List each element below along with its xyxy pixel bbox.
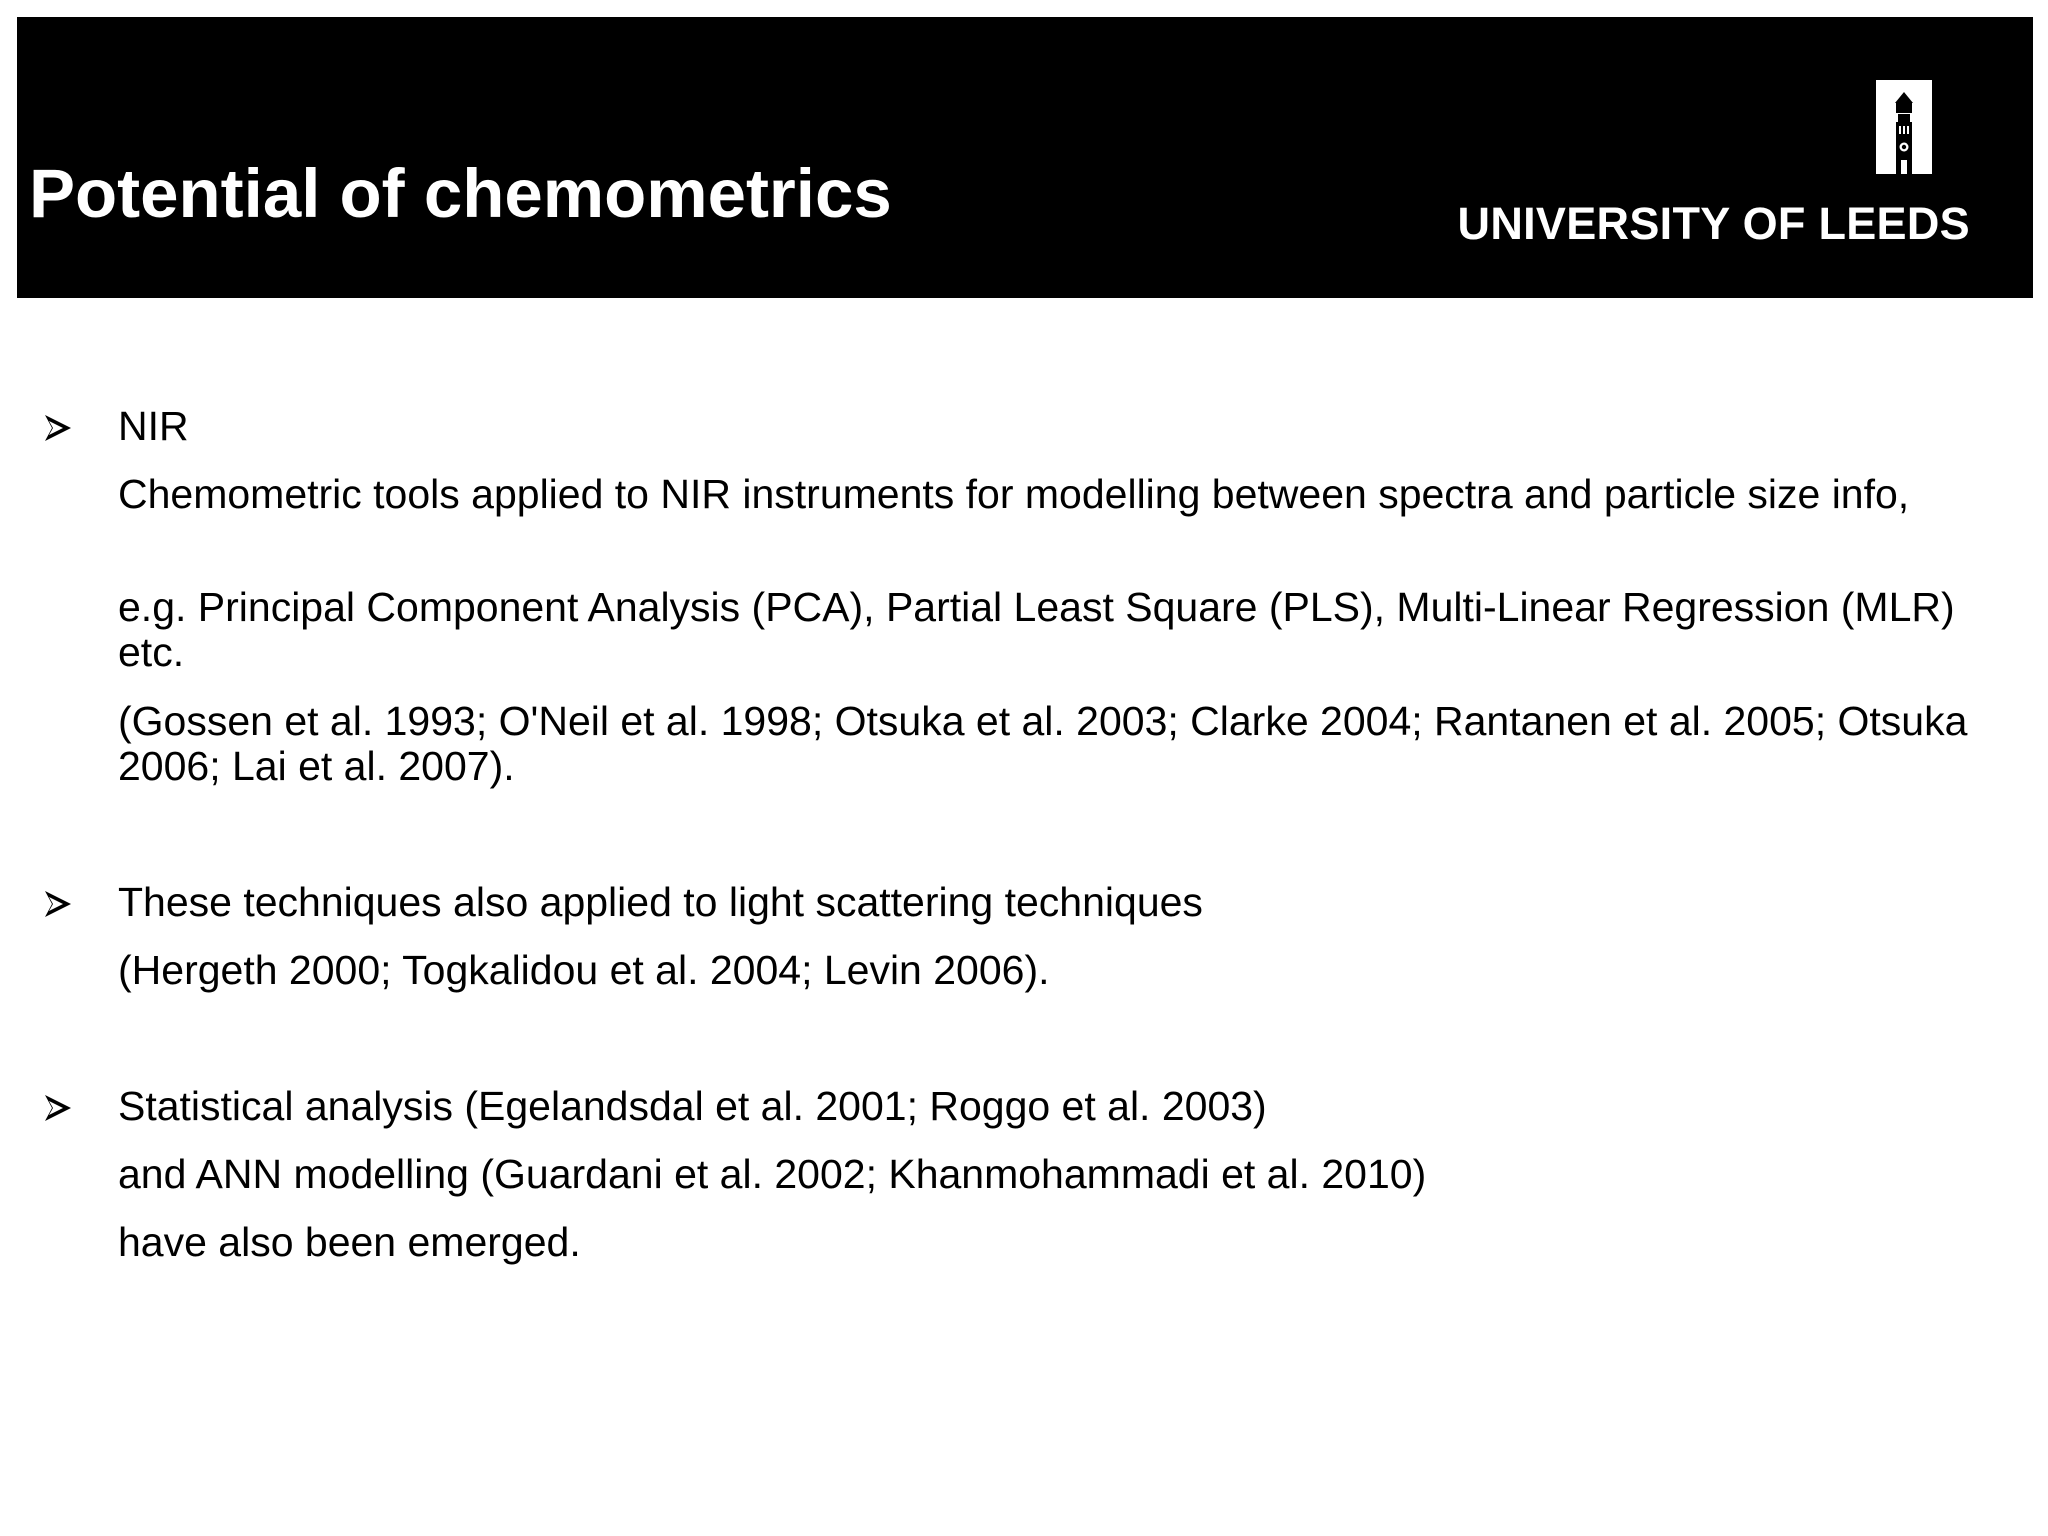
section-line: Chemometric tools applied to NIR instruments for modelling between spectra and particle size info,	[118, 471, 1910, 517]
bullet-heading-statistical-analysis: Statistical analysis (Egelandsdal et al. 2001; Roggo et al. 2003)	[118, 1083, 1267, 1129]
arrowhead-bullet-icon	[41, 412, 77, 448]
bullet-heading-nir: NIR	[118, 403, 189, 449]
section-line: (Gossen et al. 1993; O'Neil et al. 1998; Otsuka et al. 2003; Clarke 2004; Rantanen et al. 2005; Otsuka 2006; Lai et al. 2007).	[118, 698, 1968, 789]
arrowhead-bullet-icon	[41, 888, 77, 924]
bullet-heading-light-scattering: These techniques also applied to light scattering techniques	[118, 879, 1203, 925]
section-line: e.g. Principal Component Analysis (PCA), Partial Least Square (PLS), Multi-Linear Regression (MLR) etc.	[118, 584, 1955, 675]
arrowhead-bullet-icon	[41, 1092, 77, 1128]
logo-wordmark: UNIVERSITY OF LEEDS	[1457, 198, 1970, 249]
section-line: have also been emerged.	[118, 1219, 581, 1265]
clock-tower-icon	[1876, 80, 1932, 174]
section-line: (Hergeth 2000; Togkalidou et al. 2004; Levin 2006).	[118, 947, 1050, 993]
slide-title: Potential of chemometrics	[29, 155, 892, 232]
university-logo	[1440, 80, 2000, 260]
section-line: and ANN modelling (Guardani et al. 2002; Khanmohammadi et al. 2010)	[118, 1151, 1427, 1197]
